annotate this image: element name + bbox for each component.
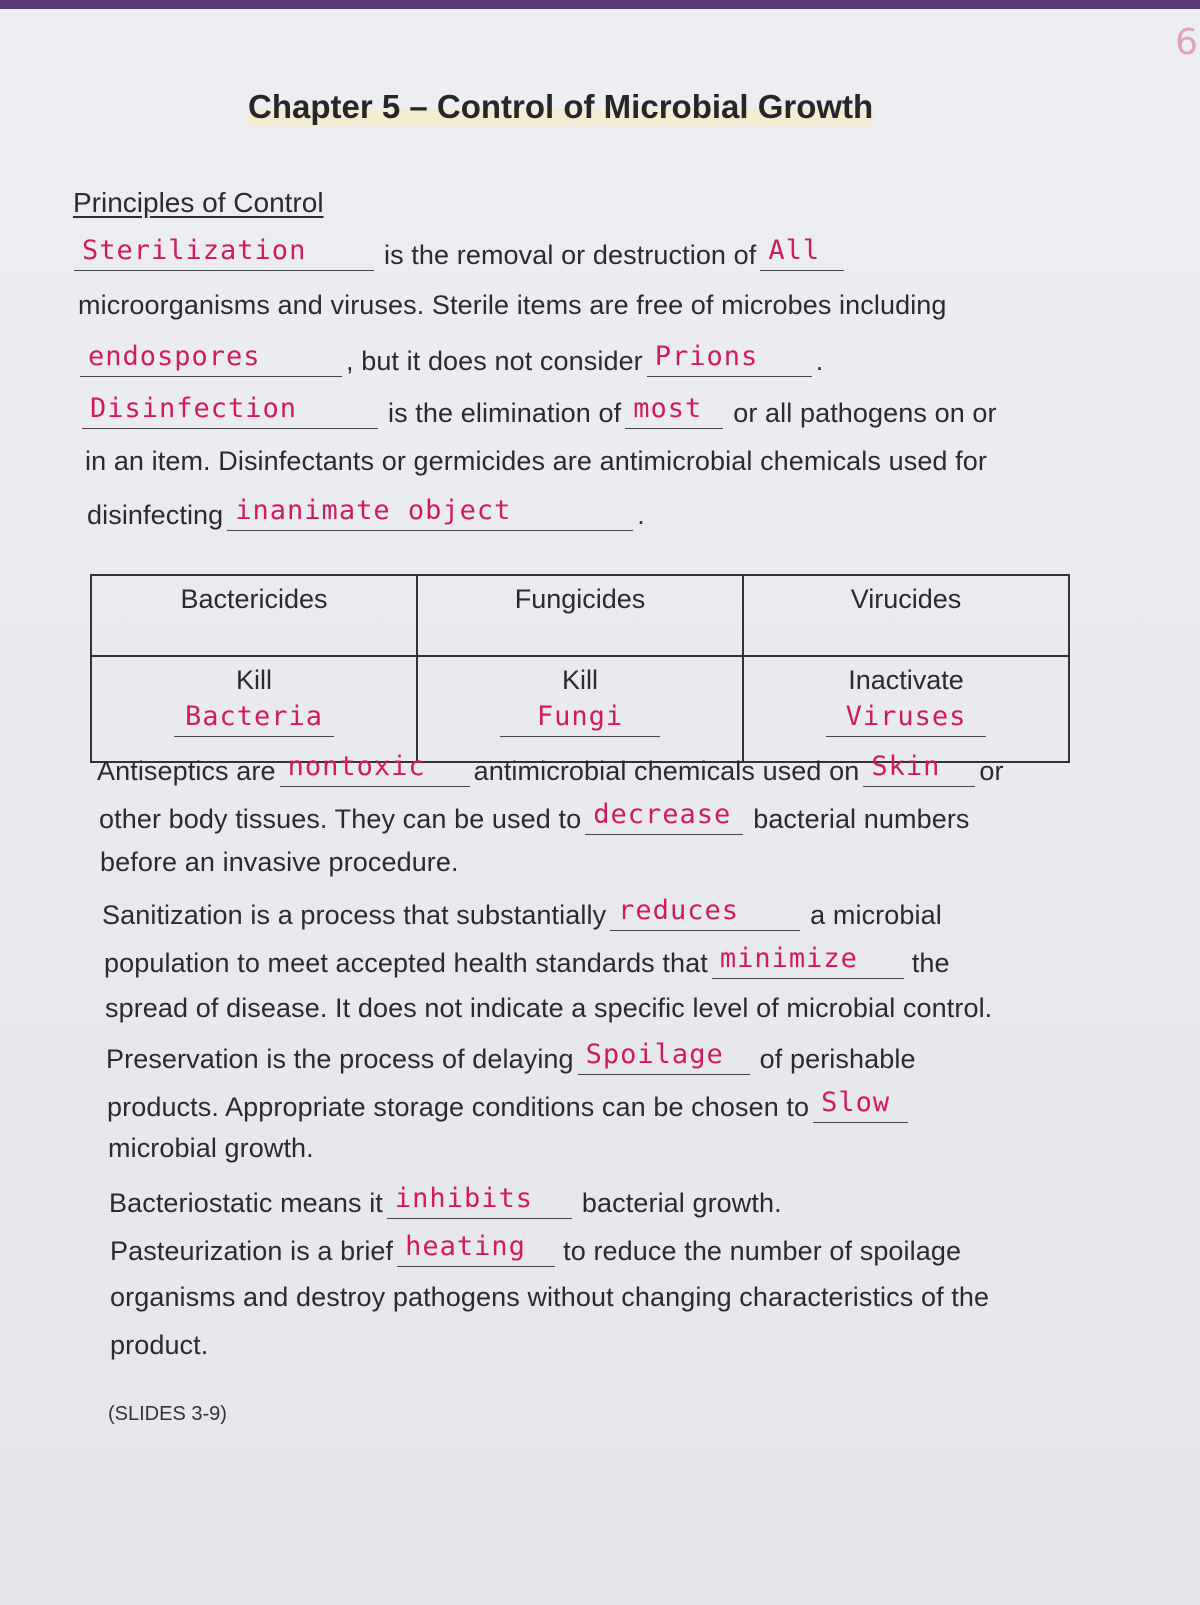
answer-inanimate-object: inanimate object (235, 495, 512, 526)
cell-verb: Kill (561, 665, 598, 695)
blank-reduces (610, 896, 800, 931)
line-end: . (637, 500, 645, 530)
line-pasteurization (110, 1232, 961, 1267)
blank-endospores (80, 342, 342, 377)
cell-verb: Inactivate (848, 665, 964, 695)
line-text: bacterial numbers (753, 804, 970, 834)
line-organisms (110, 1282, 989, 1313)
blank-most (625, 394, 723, 429)
blank-spoilage (578, 1040, 750, 1075)
table-cell (743, 656, 1069, 762)
line-text: Bacteriostatic means it (109, 1188, 383, 1218)
cell-blank (174, 702, 334, 737)
line-product (110, 1330, 208, 1361)
table-header-row (91, 575, 1069, 656)
blank-skin (863, 752, 975, 787)
table-header: Fungicides (417, 575, 743, 656)
answer-spoilage: Spoilage (585, 1039, 724, 1070)
line-spread (105, 993, 992, 1024)
line-microbial-growth (108, 1133, 314, 1164)
blank-heating (397, 1232, 555, 1267)
line-text: organisms and destroy pathogens without changing characteristics of the (110, 1282, 990, 1312)
line-microorganisms (78, 290, 947, 321)
line-text: of perishable (759, 1044, 916, 1074)
line-text: is the elimination of (388, 398, 622, 428)
microbicide-table (90, 574, 1070, 763)
line-text: a microbial (810, 900, 942, 930)
line-bacteriostatic (109, 1184, 782, 1219)
page-corner-mark: 6 (1175, 22, 1198, 63)
blank-disinfection (82, 394, 378, 429)
line-text: before an invasive procedure. (100, 847, 459, 877)
line-text: Preservation is the process of delaying (106, 1044, 574, 1074)
line-text: other body tissues. They can be used to (99, 804, 582, 834)
line-text: to reduce the number of spoilage (563, 1236, 962, 1266)
top-band (0, 0, 1200, 9)
answer-disinfection: Disinfection (90, 393, 298, 424)
answer-sterilization: Sterilization (82, 235, 307, 266)
page-title: Chapter 5 – Control of Microbial Growth (248, 88, 874, 125)
answer-bacteria: Bacteria (184, 701, 324, 732)
line-text: microbial growth. (108, 1133, 314, 1163)
table-cell (91, 656, 417, 762)
answer-decrease: decrease (593, 799, 732, 830)
line-text: product. (110, 1330, 209, 1360)
line-text: Pasteurization is a brief (110, 1236, 394, 1266)
line-text: Antiseptics are (97, 756, 276, 786)
line-disinfectants (85, 446, 987, 477)
line-text: population to meet accepted health standards that (104, 948, 708, 978)
blank-slow (813, 1088, 908, 1123)
answer-most: most (633, 393, 703, 424)
blank-minimize (712, 944, 904, 979)
answer-skin: Skin (871, 751, 941, 782)
answer-nontoxic: nontoxic (287, 751, 426, 782)
answer-all: All (768, 235, 821, 266)
line-text: in an item. Disinfectants or germicides are antimicrobial chemicals used for (85, 446, 987, 476)
line-preservation (106, 1040, 916, 1075)
line-text: disinfecting (87, 500, 224, 530)
line-sterilization (74, 236, 848, 271)
answer-fungi: Fungi (536, 701, 624, 732)
line-population (104, 944, 950, 979)
line-products (107, 1088, 912, 1123)
line-text: antimicrobial chemicals used on (473, 756, 860, 786)
line-sanitization (102, 896, 942, 931)
blank-inanimate-object (227, 496, 633, 531)
blank-inhibits (387, 1184, 572, 1219)
blank-all (760, 236, 844, 271)
line-endospores (80, 342, 823, 377)
blank-prions (647, 342, 812, 377)
cell-verb: Kill (235, 665, 272, 695)
slides-reference: (SLIDES 3-9) (108, 1403, 227, 1425)
line-text: products. Appropriate storage conditions can be chosen to (107, 1092, 810, 1122)
line-text: or (979, 756, 1004, 786)
section-heading: Principles of Control (73, 187, 324, 218)
line-text: bacterial growth. (581, 1188, 782, 1218)
line-end: . (815, 346, 824, 376)
table-row (91, 656, 1069, 762)
answer-endospores: endospores (88, 341, 261, 372)
line-text: or all pathogens on or (733, 398, 997, 428)
answer-prions: Prions (654, 341, 759, 372)
line-text: Sanitization is a process that substantially (102, 900, 607, 930)
cell-blank (500, 702, 660, 737)
blank-sterilization (74, 236, 374, 271)
table-header: Bactericides (91, 575, 417, 656)
line-body-tissues (99, 800, 970, 835)
line-text: is the removal or destruction of (384, 240, 757, 270)
line-text: , but it does not consider (346, 346, 643, 376)
answer-minimize: minimize (719, 943, 858, 974)
answer-viruses: Viruses (845, 701, 967, 732)
line-text: microorganisms and viruses. Sterile items are free of microbes including (78, 290, 947, 320)
line-disinfection (82, 394, 997, 429)
blank-nontoxic (280, 752, 470, 787)
cell-blank (826, 702, 986, 737)
answer-reduces: reduces (618, 895, 739, 926)
answer-inhibits: inhibits (394, 1183, 533, 1214)
answer-slow: Slow (821, 1087, 891, 1118)
answer-heating: heating (405, 1231, 526, 1262)
table-cell (417, 656, 743, 762)
line-text: the (911, 948, 950, 978)
line-text: spread of disease. It does not indicate a specific level of microbial control. (105, 993, 993, 1023)
line-invasive (100, 847, 459, 878)
line-disinfecting (87, 496, 645, 531)
line-antiseptics (97, 752, 1004, 787)
table-header: Virucides (743, 575, 1069, 656)
blank-decrease (585, 800, 743, 835)
